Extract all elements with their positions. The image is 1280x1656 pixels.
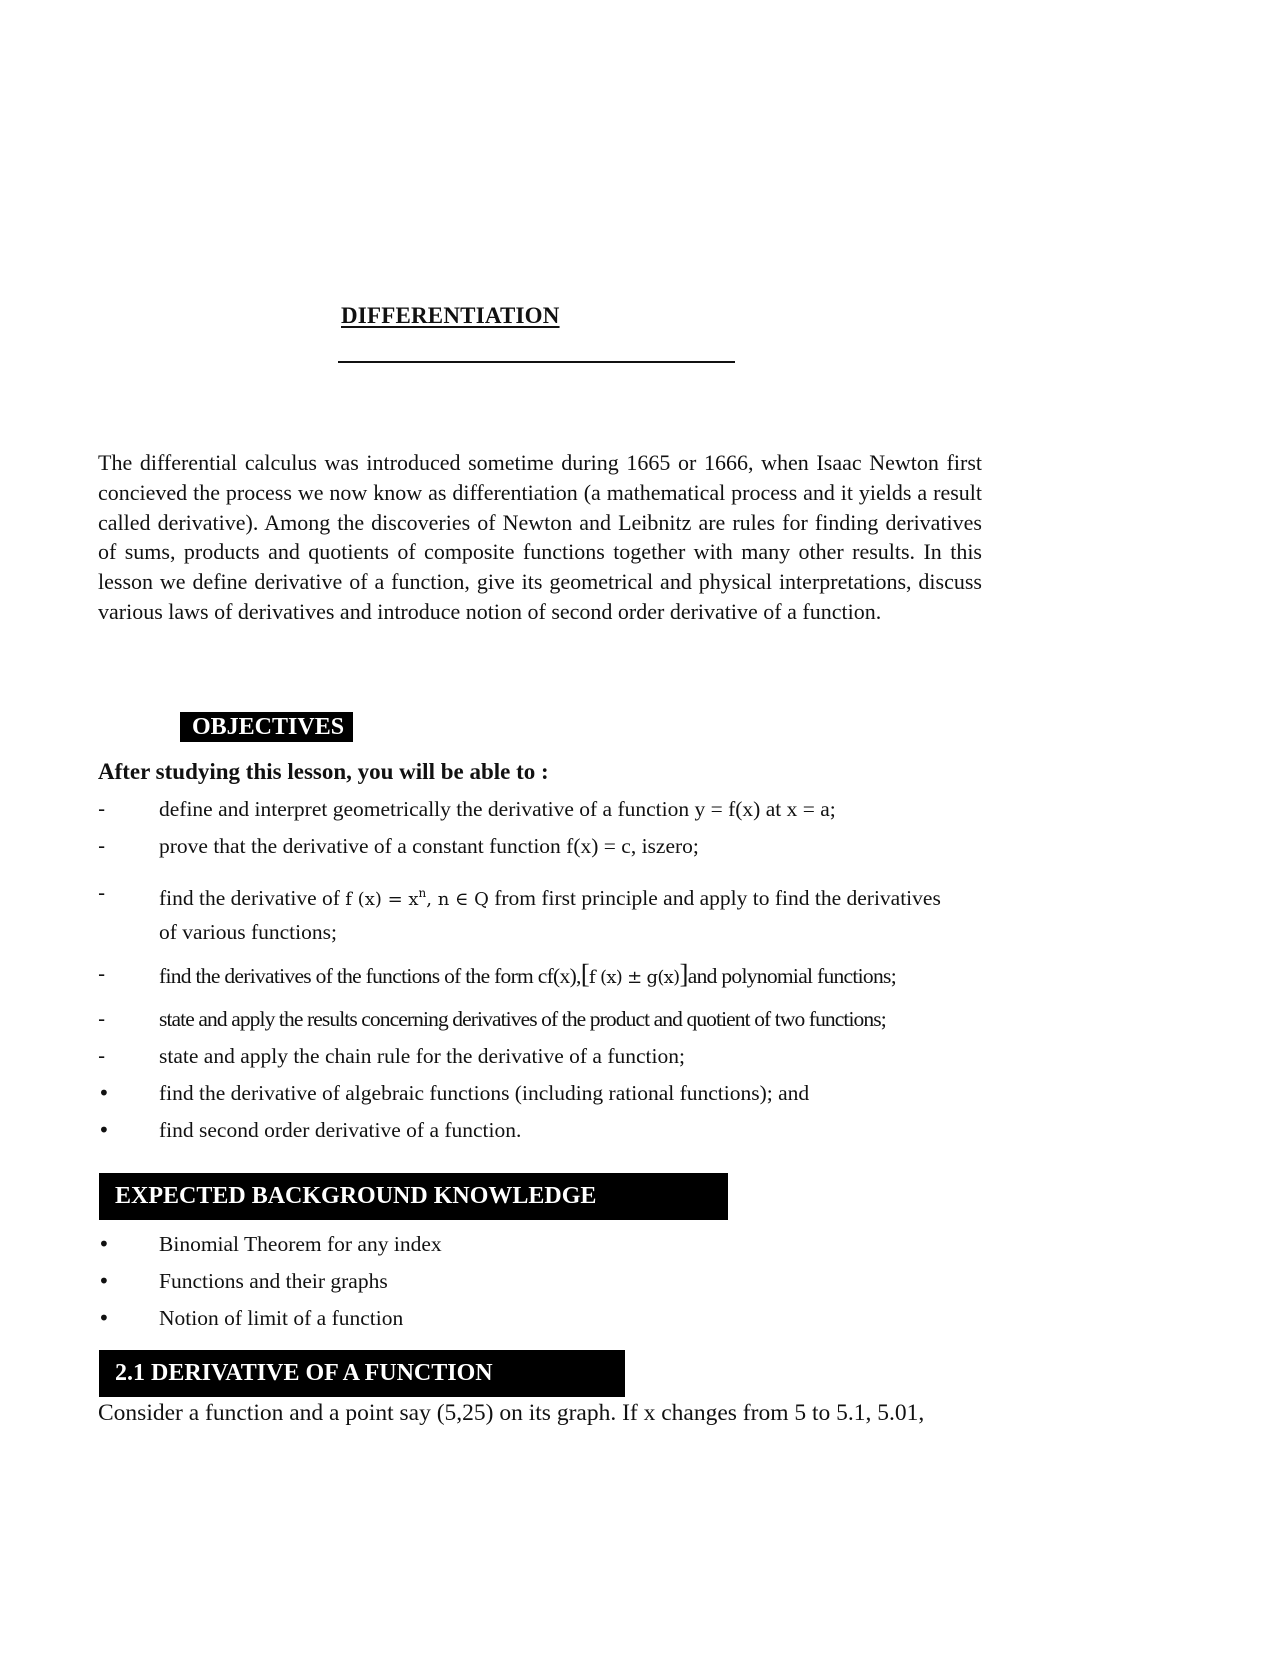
background-text: Notion of limit of a function: [159, 1306, 404, 1330]
objective-text: find the derivative of algebraic functions (including rational functions); and: [159, 1081, 810, 1105]
background-text: Binomial Theorem for any index: [159, 1232, 442, 1256]
bullet-icon: -: [98, 1007, 106, 1031]
objective-text: find the derivative of: [159, 886, 340, 910]
background-knowledge-heading: EXPECTED BACKGROUND KNOWLEDGE: [99, 1173, 728, 1220]
bullet-icon: -: [98, 1044, 106, 1068]
objective-text: prove that the derivative of a constant function f(x) = c, iszero;: [159, 834, 699, 858]
bullet-icon: -: [98, 834, 106, 858]
bullet-icon: •: [98, 1269, 110, 1293]
sum-difference-formula: f (x) ± g(x): [589, 967, 680, 988]
objective-text: state and apply the results concerning derivatives of the product and quotient of two functions;: [159, 1007, 886, 1031]
background-text: Functions and their graphs: [159, 1269, 388, 1293]
objective-text: from first principle and apply to find the derivatives: [494, 886, 941, 910]
page-title: DIFFERENTIATION: [341, 303, 560, 328]
objective-text: state and apply the chain rule for the derivative of a function;: [159, 1044, 685, 1068]
objectives-lead: After studying this lesson, you will be able to :: [98, 759, 549, 784]
bullet-icon: •: [98, 1118, 110, 1142]
objective-text: find the derivatives of the functions of the form cf(x),: [159, 964, 581, 988]
title-rule: [338, 361, 735, 363]
objective-text: find second order derivative of a function.: [159, 1118, 522, 1142]
bullet-icon: •: [98, 1232, 110, 1256]
objective-text: and polynomial functions;: [687, 964, 896, 988]
section-heading: 2.1 DERIVATIVE OF A FUNCTION: [99, 1350, 625, 1397]
section-paragraph: Consider a function and a point say (5,25) on its graph. If x changes from 5 to 5.1, 5.01,: [98, 1400, 925, 1426]
objectives-label: OBJECTIVES: [180, 712, 353, 742]
bullet-icon: •: [98, 1081, 110, 1105]
bullet-icon: •: [98, 1306, 110, 1330]
bullet-icon: -: [98, 797, 106, 821]
power-function-formula: f $(x) = x^n$, n ∈ Q: [345, 886, 489, 910]
bullet-icon: -: [98, 962, 106, 986]
bullet-icon: -: [98, 881, 106, 905]
intro-paragraph: The differential calculus was introduced sometime during 1665 or 1666, when Isaac Newton first concieved the process we now know as differentiation (a mathematical process and it yields a result called derivative). Among the discoveries of Newton and Leibnitz are rules for finding derivatives of sums, products and quotients of composite functions together with many other results. In this lesson we define derivative of a function, give its geometrical and physical interpretations, discuss various laws of derivatives and introduce notion of second order derivative of a function.: [98, 450, 982, 624]
objective-text: define and interpret geometrically the derivative of a function y = f(x) at x = a;: [159, 797, 836, 821]
objective-text-continued: of various functions;: [159, 920, 337, 944]
